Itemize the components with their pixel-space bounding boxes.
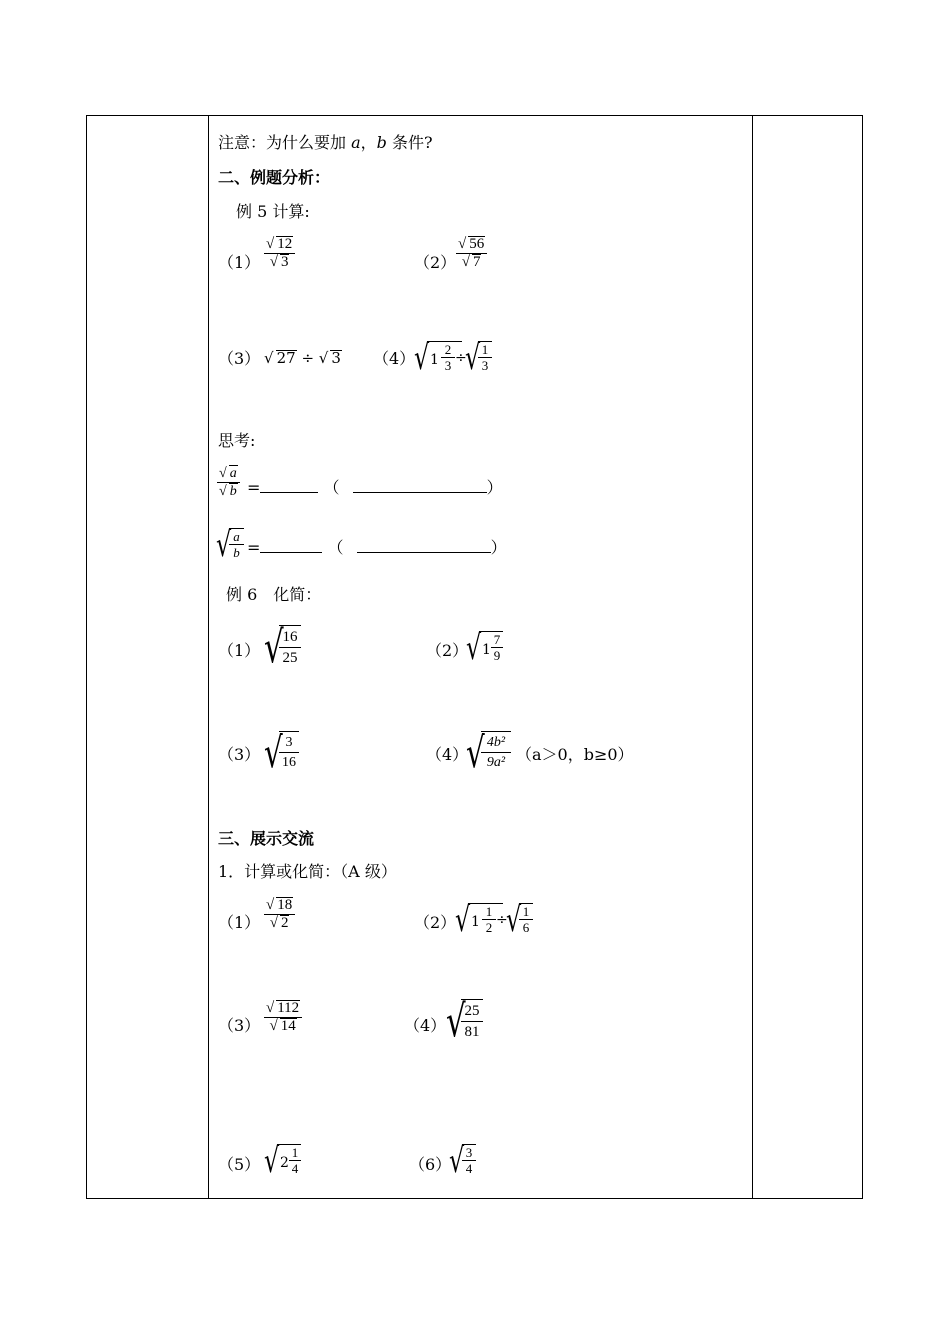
task-q4-expression: √ 25 81 [446, 996, 486, 1052]
label-ex5-3: （3） [218, 349, 261, 368]
example-6-title: 例 6 化简： [226, 585, 322, 604]
ex5-q1-fraction: √ 12 √ 3 [264, 236, 295, 271]
ex5-q4-expression: √ 1 2 3 ÷ √ 1 3 [414, 338, 494, 382]
think-row1-fraction: √ a √ b [217, 465, 240, 500]
ex5-q3-expression: √ 27 ÷ √ 3 [264, 349, 341, 367]
task-q1-fraction: √ 18 √ 2 [264, 897, 295, 932]
ex6-q3-expression: √ 3 16 [264, 728, 304, 780]
ex5-q2-fraction: √ 56 √ 7 [456, 236, 487, 271]
label-task-3: （3） [218, 1016, 261, 1035]
label-task-4: （4） [404, 1016, 447, 1035]
label-ex6-2: （2） [426, 641, 469, 660]
label-ex5-2: （2） [414, 253, 457, 272]
note-line: 注意：为什么要加 a，b 条件? [218, 133, 433, 152]
label-ex6-3: （3） [218, 745, 261, 764]
task-1-title: 1．计算或化简：（A 级） [218, 862, 397, 881]
section-heading-display: 三、展示交流 [218, 829, 315, 848]
ex6-q1-expression: √ 16 25 [264, 622, 304, 678]
ex6-q4-condition: （a＞0，b≥0） [516, 745, 634, 764]
label-task-1: （1） [218, 913, 261, 932]
task-q2-expression: √ 1 1 2 ÷ √ 1 6 [455, 900, 535, 944]
column-divider-right [752, 116, 753, 1198]
label-ex5-1: （1） [218, 253, 261, 272]
section-heading-examples: 二、例题分析： [218, 168, 331, 187]
example-5-title: 例 5 计算: [236, 202, 310, 221]
label-task-2: （2） [414, 913, 457, 932]
task-q5-expression: √ 2 1 4 [264, 1141, 304, 1185]
think-row2-sqrt-fraction: √ a b [216, 525, 246, 569]
think-row2-answer: = （ ） [247, 538, 507, 557]
task-q6-expression: √ 3 4 [449, 1141, 479, 1185]
ex6-q2-expression: √ 1 7 9 [466, 628, 506, 672]
task-q3-fraction: √ 112 √ 14 [264, 1000, 302, 1035]
label-ex5-4: （4） [373, 349, 416, 368]
label-ex6-4: （4） [426, 745, 469, 764]
think-row1-answer: = （ ） [247, 478, 503, 497]
ex6-q4-expression: √ 4b² 9a² [466, 728, 514, 780]
think-title: 思考: [218, 431, 256, 450]
column-divider-left [208, 116, 209, 1198]
label-task-5: （5） [218, 1155, 261, 1174]
label-ex6-1: （1） [218, 641, 261, 660]
label-task-6: （6） [409, 1155, 452, 1174]
